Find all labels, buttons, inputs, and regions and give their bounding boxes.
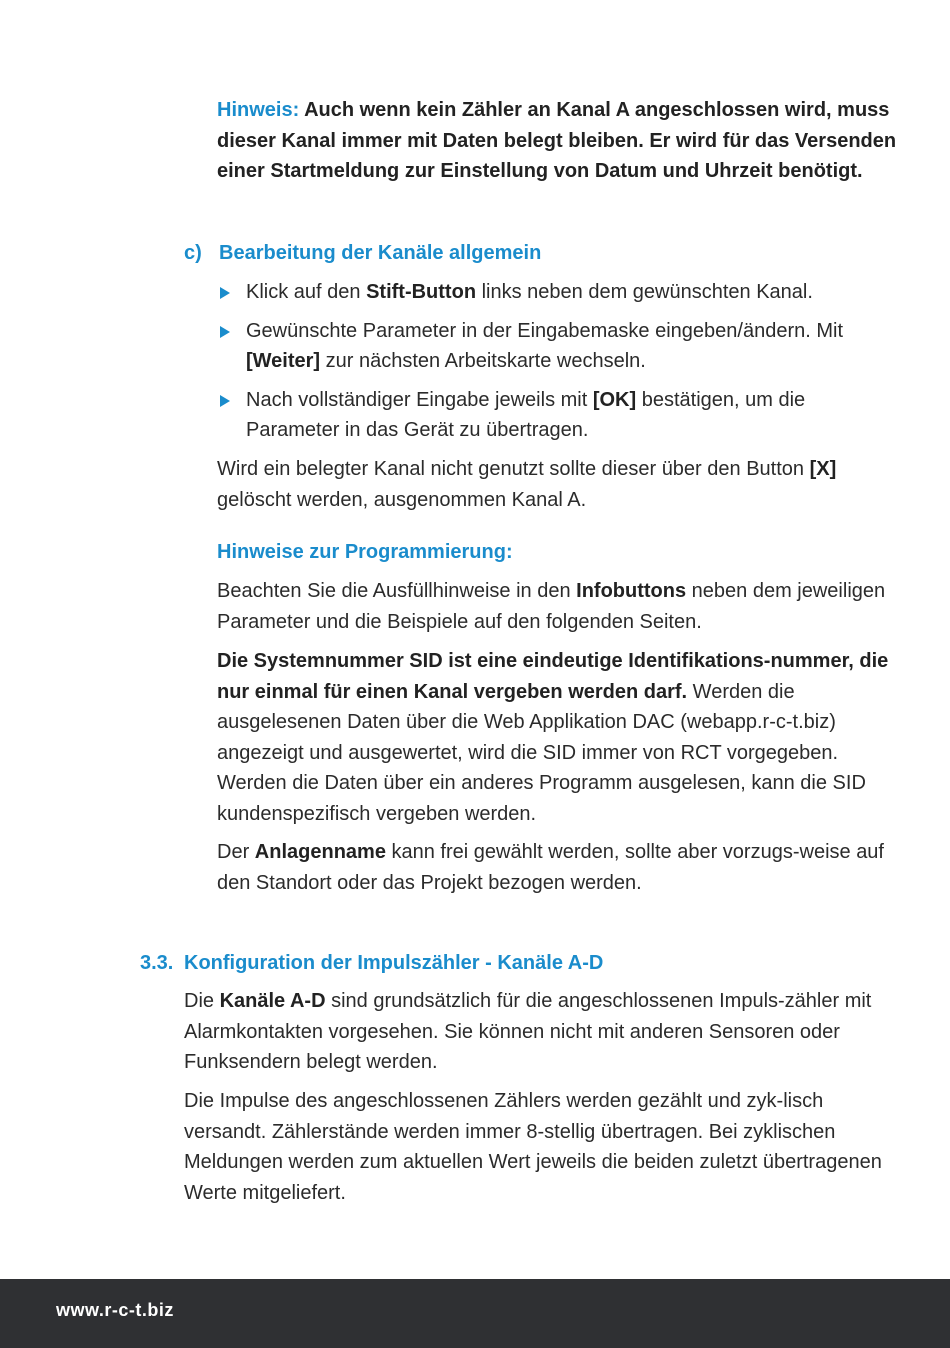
infobuttons-paragraph: Beachten Sie die Ausfüllhinweise in den Infobuttons neben dem jeweiligen Parameter und die Beispiele auf den folgenden Seiten.: [217, 580, 886, 633]
triangle-bullet-icon: [220, 287, 230, 299]
stift-button-ref: Stift-Button: [366, 281, 477, 303]
section-c-heading: [184, 238, 541, 269]
note-label: Hinweis:: [217, 99, 300, 121]
section-c-letter: c): [184, 242, 202, 264]
list-item: Nach vollständiger Eingabe jeweils mit [OK] bestätigen, um die Parameter in das Gerät zu übertragen.: [217, 385, 897, 446]
section-33-heading: [140, 948, 603, 979]
triangle-bullet-icon: [220, 395, 230, 407]
triangle-bullet-icon: [220, 326, 230, 338]
programming-heading: Hinweise zur Programmierung:: [217, 541, 513, 563]
delete-channel-paragraph: Wird ein belegter Kanal nicht genutzt sollte dieser über den Button [X] gelöscht werden, ausgenommen Kanal A.: [217, 458, 837, 511]
section-33-title: Konfiguration der Impulszähler - Kanäle A-D: [184, 952, 604, 974]
ok-button-ref: [OK]: [592, 388, 637, 411]
section-c-title: Bearbeitung der Kanäle allgemein: [219, 242, 542, 264]
list-item: Gewünschte Parameter in der Eingabemaske eingeben/ändern. Mit [Weiter] zur nächsten Arbeitskarte wechseln.: [217, 316, 897, 377]
note-paragraph: [217, 95, 897, 187]
page-footer: [0, 1279, 950, 1348]
sid-paragraph: Die Systemnummer SID ist eine eindeutige Identifikations-nummer, die nur einmal für einen Kanal vergeben werden darf. Werden die ausgelesenen Daten über die Web Applikation DAC (webapp.r-c-t.biz) angezeigt und ausgewertet, wird die SID immer von RCT vorgegeben. Werden die Daten über ein anderes Programm ausgelesen, kann die SID kundenspezifisch vergeben werden.: [217, 650, 889, 825]
x-button-ref: [X]: [809, 458, 837, 480]
section-c-steps: [217, 277, 897, 454]
anlagenname-paragraph: Der Anlagenname kann frei gewählt werden, sollte aber vorzugs-weise auf den Standort oder das Projekt bezogen werden.: [217, 841, 884, 894]
channels-paragraph: Die Kanäle A-D sind grundsätzlich für die angeschlossenen Impuls-zähler mit Alarmkontakten vorgesehen. Sie können nicht mit anderen Sensoren oder Funksendern belegt werden.: [184, 990, 872, 1073]
note-text: Auch wenn kein Zähler an Kanal A angeschlossen wird, muss dieser Kanal immer mit Daten belegt bleiben. Er wird für das Versenden einer Startmeldung zur Einstellung von Datum und Uhrzeit benötigt.: [217, 99, 897, 182]
footer-url: www.r-c-t.biz: [56, 1300, 174, 1320]
list-item: Klick auf den Stift-Button links neben dem gewünschten Kanal.: [217, 277, 897, 308]
weiter-button-ref: [Weiter]: [246, 350, 321, 372]
impulse-paragraph: Die Impulse des angeschlossenen Zählers werden gezählt und zyk-lisch versandt. Zählerstände werden immer 8-stellig übertragen. Bei zyklischen Meldungen werden zum aktuellen Wert jeweils die beiden zuletzt übertragenen Werte mitgeliefert.: [184, 1090, 882, 1204]
section-33-number: 3.3.: [140, 952, 174, 974]
